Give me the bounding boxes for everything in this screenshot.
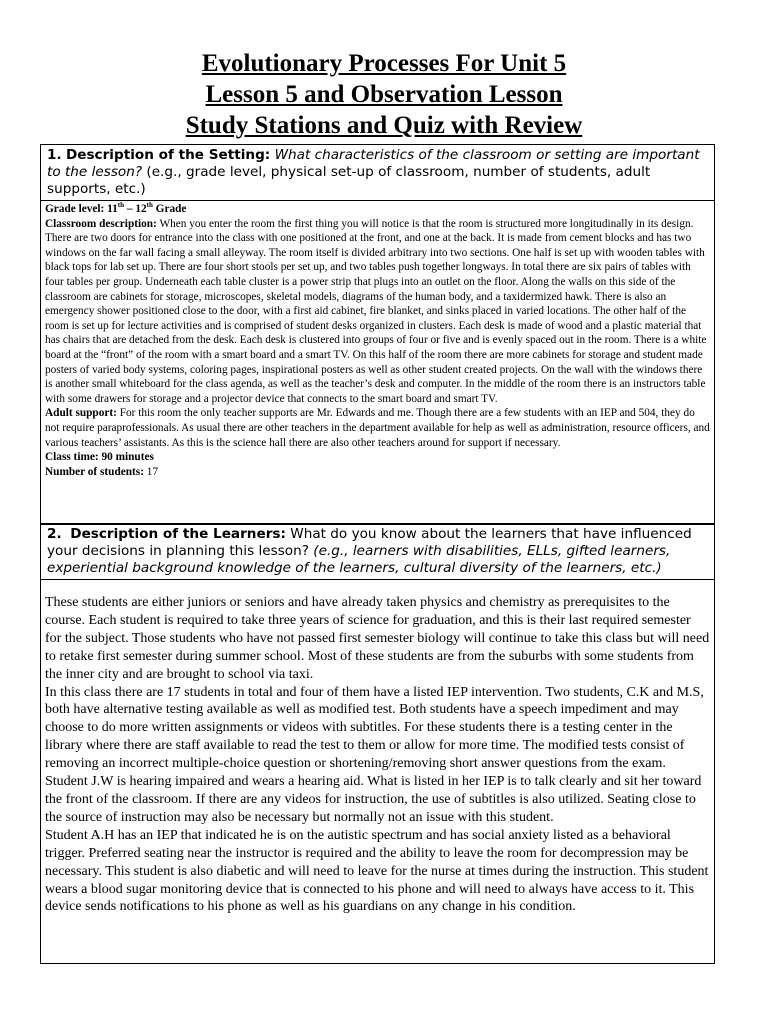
learners-prompt-italic: (e.g., learners with disabilities, ELLs, gifted learners, experiential background knowledge of the learners, cultural diversity of the learners, etc.) [47, 543, 671, 576]
setting-prompt-italic: What characteristics of the classroom or setting are important to the lesson? [47, 147, 700, 180]
setting-table [40, 144, 715, 525]
adult-support [45, 406, 710, 450]
setting-heading: Description of the Setting: [65, 147, 271, 163]
students-label: Number of students: [45, 465, 144, 478]
setting-number: 1. [47, 147, 62, 163]
learners-heading: Description of the Learners: [70, 526, 286, 542]
setting-prompt-plain: (e.g., grade level, physical set-up of classroom, number of students, adult supports, etc.) [47, 164, 651, 197]
classroom-label: Classroom description: [45, 217, 157, 230]
learners-number: 2. [47, 526, 62, 542]
learners-prompt-plain: What do you know about the learners that have influenced your decisions in planning this lesson? [47, 526, 692, 559]
title-line-2: Lesson 5 and Observation Lesson [205, 81, 563, 108]
document-title [0, 48, 768, 141]
classroom-text: When you enter the room the first thing you will notice is that the room is structured more longitudinally in its design. There are two doors for entrance into the class with one positioned at the front, and one at the back. It is made from cement blocks and has two windows on the far wall facing a small alleyway. The room itself is divided arbitrary into two sections. One half is set up with wooden tables with black tops for lab set up. There are four short stools per set up, and two tables push together longways. In total there are six pairs of tables with four tables per group. Underneath each table cluster is a power strip that plugs into an outlet on the floor. Along the walls on this side of the classroom are cabinets for storage, microscopes, skeletal models, diagrams of the human body, and a taxidermized hawk. There is also an emergency shower positioned close to the door, with a first aid cabinet, fire blanket, and sinks placed in varied locations. The other half of the room is set up for lecture activities and is comprised of student desks organized in clusters. Each desk is made of wood and a plastic material that has chairs that are detached from the desk. Each desk is clustered into groups of four or five and is evenly spaced out in the room. There is a white board at the “front” of the room with a smart board and a smart TV. On this half of the room there are more cabinets for storage and student made posters of varied body systems, coloring pages, inspirational posters as well as other student created projects. On the wall with the windows there is another small whiteboard for the class agenda, as well as the teacher’s desk and computer. In the middle of the room there is an instructors table with some drawers for storage and a projector device that connects to the smart board and smart TV. [45, 217, 707, 405]
adult-label: Adult support: [45, 407, 117, 420]
title-line-1: Evolutionary Processes For Unit 5 [201, 50, 567, 77]
learners-table [40, 523, 715, 964]
title-line-3: Study Stations and Quiz with Review [185, 112, 583, 139]
classroom-description [45, 217, 710, 407]
class-time: Class time: 90 minutes [45, 451, 154, 464]
learners-paragraph: These students are either juniors or seniors and have already taken physics and chemistry as prerequisites to the course. Each student is required to take three years of science for graduation, and this is their last required semester for the subject. Those students who have not passed first semester biology will continue to take this class but will need to retake first semester during summer school. Most of these students are from the suburbs with some students from the inner city and are brought to school via taxi. [45, 595, 710, 682]
learners-header [41, 524, 714, 580]
adult-text: For this room the only teacher supports are Mr. Edwards and me. Though there are a few students with an IEP and 504, they do not require paraprofessionals. As usual there are other teachers in the department available for help as well as administration, resource officers, and various teachers’ assistants. As this is the science hall there are also other teachers around for support if necessary. [45, 407, 710, 449]
learners-paragraph: In this class there are 17 students in total and four of them have a listed IEP intervention. Two students, C.K and M.S, both have alternative testing available as well as modified test. Both students have a speech impediment and may choose to do more written assignments or videos with subtitles. For these students there is a testing center in the library where there are staff available to read the test to them or allow for more time. The modified tests consist of removing an incorrect multiple-choice question or shortening/removing short answer questions from the exam. [45, 684, 704, 772]
grade-level: Grade level: 11th – 12th Grade [45, 201, 187, 215]
setting-body [41, 201, 714, 479]
learners-body [41, 580, 714, 916]
number-of-students [45, 465, 710, 480]
learners-paragraph: Student J.W is hearing impaired and wears a hearing aid. What is listed in her IEP is to talk clearly and sit her toward the front of the classroom. If there are any videos for instruction, the use of subtitles is also utilized. Seating close to the source of instruction may also be necessary but normally not an issue with this student. [45, 774, 702, 825]
setting-header [41, 145, 714, 201]
learners-paragraph: Student A.H has an IEP that indicated he is on the autistic spectrum and has social anxiety listed as a behavioral trigger. Preferred seating near the instructor is required and the ability to leave the room for decompression may be necessary. This student is also diabetic and will need to leave for the nurse at times during the instruction. This student wears a blood sugar monitoring device that is connected to his phone and will need to always have access to it. This device sends notifications to his phone as well as his guardians on any change in his condition. [45, 827, 709, 915]
students-value: 17 [143, 465, 159, 478]
